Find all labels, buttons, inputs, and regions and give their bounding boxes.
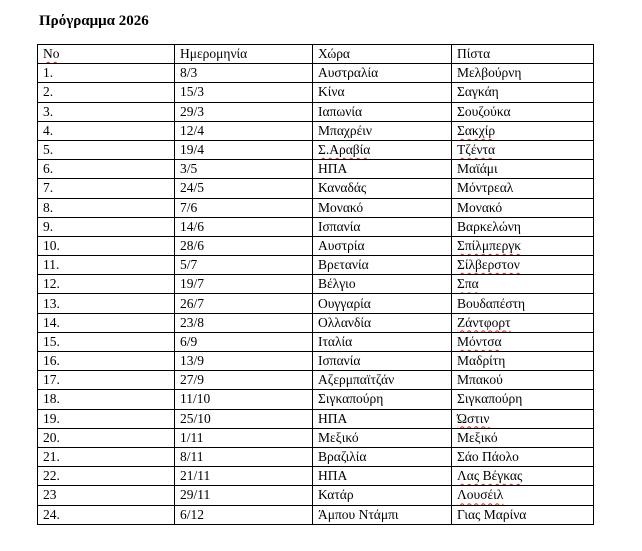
cell-date [175,467,313,486]
cell-track-text: Ζάντφορτ [457,314,511,330]
cell-date [175,447,313,466]
cell-track-text: Σίλβερστον [457,257,520,273]
cell-track [452,332,594,351]
cell-country-text: Βραζιλία [318,449,367,465]
cell-track [452,179,594,198]
cell-date-text: 1/11 [180,429,204,445]
cell-no-text: 11. [43,257,60,273]
cell-track [452,467,594,486]
cell-track [452,256,594,275]
cell-date-text: 12/4 [180,122,205,138]
cell-date [175,256,313,275]
cell-date [175,294,313,313]
cell-track-text: Μελβούρνη [457,65,522,81]
table-row [38,256,594,275]
cell-track-text: Λας Βέγκας [457,468,523,484]
cell-no [38,428,175,447]
cell-country [313,64,452,83]
cell-no [38,505,175,524]
cell-date-text: 3/5 [180,161,198,177]
cell-date-text: 6/9 [180,333,198,349]
cell-no [38,294,175,313]
cell-track [452,428,594,447]
cell-country [313,275,452,294]
cell-no [38,83,175,102]
cell-date-text: 7/6 [180,199,198,215]
cell-no [38,64,175,83]
cell-date-text: 5/7 [180,257,198,273]
cell-no-text: 13. [43,295,60,311]
cell-country-text: Μπαχρέιν [318,122,373,138]
cell-no-text: 7. [43,180,54,196]
cell-no-text: 1. [43,65,54,81]
cell-track [452,83,594,102]
cell-no-text: 24. [43,506,60,522]
cell-track-text: Σαγκάη [457,84,499,100]
cell-no [38,236,175,255]
schedule-table-body [38,64,594,525]
table-row [38,352,594,371]
cell-country [313,352,452,371]
cell-track [452,486,594,505]
cell-date [175,160,313,179]
cell-track-text: Μονακό [457,199,503,215]
table-row [38,390,594,409]
cell-no [38,121,175,140]
cell-country-text: Σ.Αραβία [318,142,371,158]
cell-date [175,371,313,390]
table-row [38,217,594,236]
cell-date-text: 11/10 [180,391,211,407]
cell-track-text: Βαρκελώνη [457,218,521,234]
cell-country-text: Κίνα [318,84,345,100]
cell-track-text: Λουσέιλ [457,487,504,503]
table-row [38,505,594,524]
cell-date-text: 6/12 [180,506,205,522]
cell-no [38,275,175,294]
cell-date [175,390,313,409]
cell-no [38,447,175,466]
table-row [38,83,594,102]
table-row [38,294,594,313]
cell-date-text: 19/7 [180,276,205,292]
cell-track-text: Σακχίρ [457,122,496,138]
cell-no-text: 23 [43,487,57,503]
table-row [38,313,594,332]
document-title: Πρόγραμμα 2026 [39,13,149,29]
cell-no-text: 4. [43,122,54,138]
header-date: Ημερομηνία [175,45,313,64]
table-row [38,179,594,198]
cell-country-text: Κατάρ [318,487,354,503]
cell-no [38,371,175,390]
table-row [38,140,594,159]
cell-country [313,140,452,159]
cell-date-text: 8/11 [180,449,204,465]
cell-no [38,352,175,371]
cell-no-text: 20. [43,429,60,445]
cell-date-text: 27/9 [180,372,205,388]
cell-date [175,428,313,447]
table-row [38,102,594,121]
cell-country-text: Αζερμπαϊτζάν [318,372,395,388]
cell-no-text: 19. [43,410,60,426]
cell-date-text: 15/3 [180,84,205,100]
table-row [38,236,594,255]
cell-no [38,102,175,121]
cell-date [175,486,313,505]
cell-country [313,83,452,102]
cell-track-text: Μπακού [457,372,503,388]
cell-country-text: Βρετανία [318,257,369,273]
cell-track-text: Σπα [457,276,479,292]
cell-country-text: Αυστραλία [318,65,379,81]
cell-date-text: 29/11 [180,487,211,503]
cell-track-text: Γιας Μαρίνα [457,506,527,522]
table-row [38,64,594,83]
cell-date-text: 23/8 [180,314,205,330]
table-row [38,332,594,351]
cell-date [175,198,313,217]
cell-date [175,121,313,140]
cell-date [175,352,313,371]
cell-country-text: Μεξικό [318,429,359,445]
cell-date [175,83,313,102]
cell-country-text: Μονακό [318,199,364,215]
cell-country [313,505,452,524]
cell-country-text: Ολλανδία [318,314,372,330]
cell-country [313,390,452,409]
cell-track [452,236,594,255]
cell-date-text: 21/11 [180,468,211,484]
cell-date [175,332,313,351]
cell-no [38,486,175,505]
cell-country [313,179,452,198]
cell-date [175,409,313,428]
cell-no-text: 18. [43,391,60,407]
cell-track-text: Τζέντα [457,142,496,158]
cell-no [38,256,175,275]
cell-date-text: 14/6 [180,218,205,234]
cell-date-text: 25/10 [180,410,211,426]
cell-no-text: 21. [43,449,60,465]
cell-track-text: Μεξικό [457,429,498,445]
cell-date-text: 24/5 [180,180,205,196]
cell-track [452,102,594,121]
cell-no-text: 14. [43,314,60,330]
cell-track [452,390,594,409]
cell-track-text: Σουζούκα [457,103,511,119]
table-row [38,467,594,486]
cell-country [313,428,452,447]
table-row [38,447,594,466]
cell-country-text: ΗΠΑ [318,410,348,426]
cell-country [313,102,452,121]
cell-no [38,198,175,217]
table-row [38,198,594,217]
cell-country [313,198,452,217]
cell-date [175,64,313,83]
cell-date [175,313,313,332]
table-row [38,486,594,505]
cell-country-text: Ισπανία [318,353,361,369]
cell-country [313,236,452,255]
table-row [38,428,594,447]
cell-country [313,256,452,275]
cell-track-text: Μόντσα [457,333,502,349]
cell-no [38,467,175,486]
cell-country [313,467,452,486]
cell-country-text: Ιταλία [318,333,353,349]
cell-country-text: Ιαπωνία [318,103,363,119]
cell-country [313,332,452,351]
cell-track-text: Ώστιν [457,410,490,426]
cell-no-text: 3. [43,103,54,119]
cell-track [452,294,594,313]
cell-no-text: 16. [43,353,60,369]
cell-date [175,140,313,159]
cell-country-text: ΗΠΑ [318,468,348,484]
cell-track [452,409,594,428]
cell-no-text: 6. [43,161,54,177]
schedule-table [37,44,594,525]
cell-track [452,160,594,179]
cell-track [452,313,594,332]
cell-country [313,217,452,236]
cell-country [313,409,452,428]
cell-track [452,121,594,140]
cell-no [38,140,175,159]
cell-country [313,313,452,332]
cell-country-text: Βέλγιο [318,276,356,292]
cell-track-text: Μόντρεαλ [457,180,514,196]
cell-track [452,198,594,217]
cell-country [313,371,452,390]
cell-no-text: 22. [43,468,60,484]
cell-country-text: ΗΠΑ [318,161,348,177]
table-row [38,409,594,428]
cell-date-text: 13/9 [180,353,205,369]
table-row [38,371,594,390]
cell-track [452,447,594,466]
cell-country [313,486,452,505]
cell-date [175,236,313,255]
cell-country [313,121,452,140]
table-row [38,121,594,140]
cell-no-text: 12. [43,276,60,292]
cell-no-text: 15. [43,333,60,349]
cell-no-text: 2. [43,84,54,100]
cell-country [313,294,452,313]
cell-no-text: 8. [43,199,54,215]
cell-track [452,140,594,159]
cell-no-text: 17. [43,372,60,388]
cell-date-text: 19/4 [180,142,205,158]
cell-track [452,64,594,83]
cell-no-text: 9. [43,218,54,234]
cell-date-text: 29/3 [180,103,205,119]
cell-no [38,217,175,236]
table-header-row [38,45,594,64]
cell-track [452,505,594,524]
cell-country-text: Αυστρία [318,237,365,253]
header-track: Πίστα [452,45,594,64]
cell-date [175,179,313,198]
cell-date [175,217,313,236]
cell-country-text: Καναδάς [318,180,367,196]
cell-country [313,160,452,179]
table-row [38,275,594,294]
header-no [38,45,175,64]
cell-track [452,275,594,294]
cell-country-text: Άμπου Ντάμπι [318,506,399,522]
cell-track [452,217,594,236]
cell-date [175,505,313,524]
cell-no [38,409,175,428]
cell-date-text: 8/3 [180,65,198,81]
cell-country-text: Ουγγαρία [318,295,371,311]
header-no-text: Νο [43,46,60,62]
cell-country-text: Σιγκαπούρη [318,391,384,407]
cell-track-text: Σπίλμπεργκ [457,237,522,253]
cell-no-text: 10. [43,237,60,253]
cell-date-text: 28/6 [180,237,205,253]
cell-no-text: 5. [43,142,54,158]
cell-no [38,179,175,198]
cell-date-text: 26/7 [180,295,205,311]
cell-track [452,352,594,371]
cell-date [175,102,313,121]
cell-track-text: Μαϊάμι [457,161,498,177]
header-country: Χώρα [313,45,452,64]
cell-track-text: Σιγκαπούρη [457,391,523,407]
table-row [38,160,594,179]
cell-track-text: Βουδαπέστη [457,295,526,311]
cell-track [452,371,594,390]
cell-no [38,313,175,332]
cell-track-text: Σάο Πάολο [457,449,519,465]
cell-country-text: Ισπανία [318,218,361,234]
cell-date [175,275,313,294]
cell-country [313,447,452,466]
cell-no [38,332,175,351]
cell-no [38,390,175,409]
cell-track-text: Μαδρίτη [457,353,506,369]
cell-no [38,160,175,179]
